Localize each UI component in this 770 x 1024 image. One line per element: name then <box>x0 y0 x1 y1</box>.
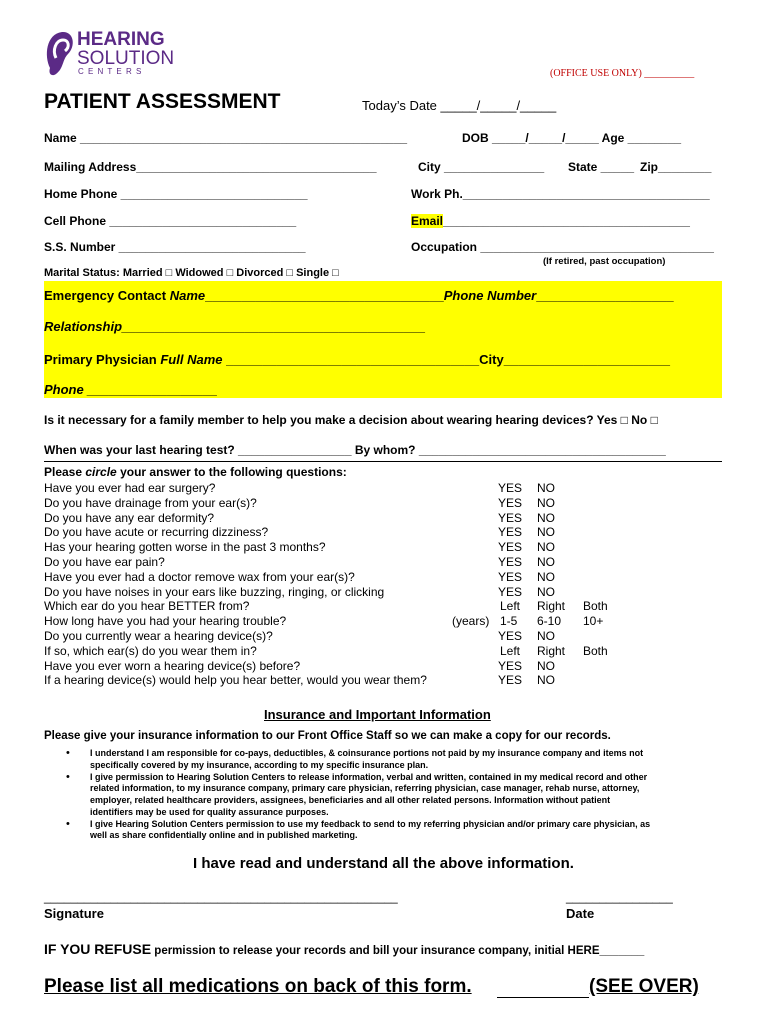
answer-option[interactable]: NO <box>537 569 555 584</box>
emergency-name-line: _________________________________ <box>205 288 444 303</box>
emergency-phone-label: Phone Number <box>443 288 537 303</box>
primary-physician-row[interactable] <box>44 352 670 367</box>
question-text: If a hearing device(s) would help you hear better, would you wear them? <box>44 673 427 688</box>
answer-option[interactable]: YES <box>498 673 523 688</box>
answer-option[interactable]: NO <box>537 525 555 540</box>
name-field[interactable]: Name _________________________________________________ <box>44 131 408 145</box>
answer-option[interactable]: NO <box>537 481 555 495</box>
answer-option[interactable]: YES <box>498 525 523 540</box>
physician-name-line: ___________________________________ <box>226 352 480 367</box>
marital-status-row[interactable]: Marital Status: Married □ Widowed □ Divorced □ Single □ <box>44 267 339 279</box>
question-unit-label: (years) <box>452 614 490 629</box>
insurance-bullet-line: well as share confidentially online and in published marketing. <box>90 830 358 841</box>
refuse-statement[interactable] <box>44 941 644 957</box>
answer-option[interactable]: NO <box>537 584 555 599</box>
question-text: Do you have ear pain? <box>44 555 165 569</box>
office-use-label: (OFFICE USE ONLY) __________ <box>550 68 695 79</box>
answer-option[interactable]: Left <box>500 643 521 658</box>
answer-option[interactable]: YES <box>498 495 523 510</box>
occupation-note: (If retired, past occupation) <box>543 256 666 267</box>
mailing-address-field[interactable]: Mailing Address____________________________________ <box>44 160 377 174</box>
insurance-bullet-line: identifiers may be used for quality assurance purposes. <box>90 806 329 817</box>
acknowledgement-text: I have read and understand all the above information. <box>193 855 574 872</box>
insurance-bullet-line: related information, to my insurance company, primary care physician, referring physician, case manager, rehab nurse, attorney, <box>90 783 640 794</box>
answer-option[interactable]: NO <box>537 629 555 643</box>
question-text: Have you ever had a doctor remove wax from your ear(s)? <box>44 569 355 584</box>
insurance-bullet-line: I understand I am responsible for co-pays, deductibles, & coinsurance portions not paid by my insurance company and items not <box>90 748 644 758</box>
answer-option[interactable]: YES <box>498 555 523 569</box>
answer-option[interactable]: NO <box>537 540 555 555</box>
answer-option[interactable]: YES <box>498 584 523 599</box>
answer-option[interactable]: Right <box>537 643 566 658</box>
insurance-bullet-line: employer, related healthcare providers, assignees, beneficiaries and all other related persons. Information without patient <box>90 794 611 805</box>
bullet-icon: • <box>66 747 70 759</box>
emergency-contact-row[interactable] <box>44 288 674 303</box>
answer-option[interactable]: Left <box>500 599 521 614</box>
emergency-phone-line: ___________________ <box>536 288 674 303</box>
question-text: Which ear do you hear BETTER from? <box>44 599 250 614</box>
insurance-intro: Please give your insurance information to our Front Office Staff so we can make a copy for our records. <box>44 730 611 742</box>
question-text: Have you ever worn a hearing device(s) before? <box>44 658 301 673</box>
work-phone-field[interactable]: Work Ph._____________________________________ <box>411 187 710 201</box>
email-line: _____________________________________ <box>443 214 690 228</box>
answer-option[interactable]: YES <box>498 481 523 495</box>
bullet-icon: • <box>66 817 70 830</box>
todays-date-field[interactable]: Today’s Date _____/_____/_____ <box>362 98 557 113</box>
primary-physician-label: Primary Physician <box>44 352 157 367</box>
answer-option[interactable]: 6-10 <box>537 614 562 629</box>
ear-logo-icon <box>44 28 76 78</box>
bullet-icon: • <box>66 770 70 783</box>
date-line[interactable]: ________________ <box>566 890 673 904</box>
answer-option[interactable]: YES <box>498 658 523 673</box>
physician-city-label: City <box>479 352 504 367</box>
question-text: Do you have drainage from your ear(s)? <box>44 495 257 510</box>
ss-number-field[interactable]: S.S. Number ____________________________ <box>44 240 306 254</box>
logo-line-1: HEARING <box>77 29 165 50</box>
last-hearing-test-field[interactable]: When was your last hearing test? _________________ By whom? _____________________________________ <box>44 443 666 457</box>
question-text: Do you have noises in your ears like buzzing, ringing, or clicking <box>44 584 385 599</box>
insurance-bullet-line: I give permission to Hearing Solution Centers to release information, verbal and written, contained in my medical record and other <box>90 771 648 782</box>
insurance-heading: Insurance and Important Information <box>264 707 491 722</box>
question-text: Do you have acute or recurring dizziness? <box>44 525 269 540</box>
cell-phone-field[interactable]: Cell Phone ____________________________ <box>44 214 297 228</box>
occupation-field[interactable]: Occupation ___________________________________ <box>411 240 714 254</box>
logo-line-3: C E N T E R S <box>78 67 143 76</box>
answer-option[interactable]: YES <box>498 569 523 584</box>
family-member-question[interactable]: Is it necessary for a family member to help you make a decision about wearing hearing devices? Yes □ No □ <box>44 413 658 427</box>
email-label: Email <box>411 214 444 228</box>
answer-option[interactable]: YES <box>498 540 523 555</box>
answer-option[interactable]: Right <box>537 599 566 614</box>
question-text: Do you have any ear deformity? <box>44 510 215 525</box>
date-label: Date <box>566 906 595 921</box>
home-phone-field[interactable]: Home Phone ____________________________ <box>44 187 308 201</box>
physician-city-line: _______________________ <box>503 352 671 367</box>
instruction-pre: Please <box>44 465 86 479</box>
answer-option[interactable]: NO <box>537 555 555 569</box>
answer-option[interactable]: NO <box>537 510 555 525</box>
logo <box>44 26 194 82</box>
signature-line[interactable]: _____________________________________________________ <box>44 890 398 904</box>
dob-age-field[interactable]: DOB _____/_____/_____ Age ________ <box>462 131 682 145</box>
answer-option[interactable]: YES <box>498 629 523 643</box>
answer-option[interactable]: 1-5 <box>500 614 518 629</box>
physician-full-name-label: Full Name <box>160 352 223 367</box>
signature-label: Signature <box>44 906 104 921</box>
emergency-contact-label: Emergency Contact <box>44 288 167 303</box>
email-field[interactable] <box>411 214 690 228</box>
state-field[interactable]: State _____ <box>568 160 635 174</box>
question-text: If so, which ear(s) do you wear them in? <box>44 643 257 658</box>
question-text: Do you currently wear a hearing device(s)? <box>44 629 273 643</box>
question-text: Have you ever had ear surgery? <box>44 481 216 495</box>
footer-underline-gap <box>497 997 589 998</box>
answer-option[interactable]: Both <box>583 599 608 614</box>
questions-instruction <box>44 465 347 479</box>
refuse-bold: IF YOU REFUSE <box>44 941 152 957</box>
insurance-bullet-line: I give Hearing Solution Centers permission to use my feedback to send to my referring physician and/or primary care physician, as <box>90 818 651 829</box>
logo-line-2: SOLUTION <box>77 48 175 69</box>
answer-option[interactable]: YES <box>498 510 523 525</box>
medications-footer: Please list all medications on back of this form. <box>44 976 472 997</box>
zip-field[interactable]: Zip________ <box>640 160 712 174</box>
insurance-bullet-line: specifically covered by my insurance, according to my specific insurance plan. <box>90 759 429 770</box>
answer-option[interactable]: NO <box>537 673 555 688</box>
page-title: PATIENT ASSESSMENT <box>44 90 281 113</box>
instruction-circle: circle <box>85 465 117 479</box>
refuse-rest: permission to release your records and bill your insurance company, initial HERE_______ <box>151 945 645 957</box>
answer-option[interactable]: NO <box>537 495 555 510</box>
emergency-name-label: Name <box>169 288 206 303</box>
answer-option[interactable]: Both <box>583 643 608 658</box>
physician-phone-field[interactable]: Phone __________________ <box>44 382 218 397</box>
answer-option[interactable]: NO <box>537 658 555 673</box>
instruction-post: your answer to the following questions: <box>116 465 347 479</box>
question-text: How long have you had your hearing trouble? <box>44 614 287 629</box>
relationship-field[interactable]: Relationship__________________________________________ <box>44 319 426 334</box>
answer-option[interactable]: 10+ <box>583 614 604 629</box>
section-divider <box>44 461 722 462</box>
see-over-label: (SEE OVER) <box>589 976 699 997</box>
question-text: Has your hearing gotten worse in the past 3 months? <box>44 540 326 555</box>
city-field[interactable]: City _______________ <box>418 160 545 174</box>
